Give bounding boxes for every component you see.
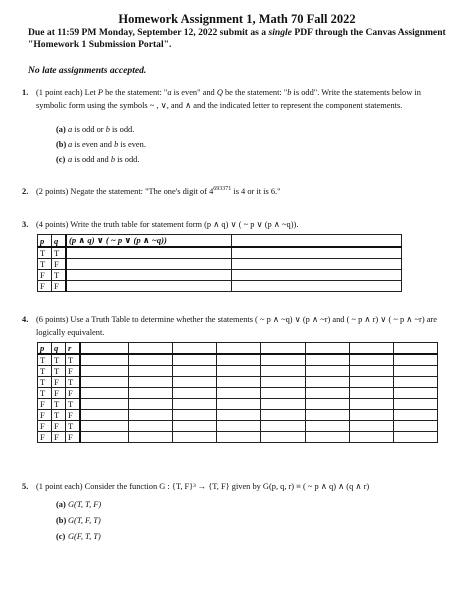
- q5-part-c-label: (c): [56, 532, 66, 541]
- answer-cell[interactable]: [66, 247, 232, 259]
- answer-cell[interactable]: [232, 270, 402, 281]
- q1-part-c-end: is odd.: [115, 155, 140, 164]
- answer-cell[interactable]: [80, 377, 129, 388]
- q4-header-row: [38, 343, 438, 355]
- answer-cell[interactable]: [80, 421, 129, 432]
- q1-text-c: is even" and: [171, 88, 217, 97]
- answer-cell[interactable]: [232, 281, 402, 292]
- answer-cell[interactable]: [261, 421, 305, 432]
- table-cell: F: [66, 410, 81, 421]
- answer-cell[interactable]: [173, 421, 217, 432]
- table-cell: F: [52, 377, 66, 388]
- q3-text: (4 points) Write the truth table for statement form (p ∧ q) ∨ ( ~ p ∨ (p ∧ ~q)).: [36, 220, 299, 229]
- answer-cell[interactable]: [217, 377, 261, 388]
- table-cell: T: [52, 354, 66, 366]
- answer-cell[interactable]: [217, 388, 261, 399]
- answer-cell[interactable]: [232, 259, 402, 270]
- table-row: [38, 421, 438, 432]
- table-cell: F: [52, 281, 67, 292]
- assignment-title: Homework Assignment 1, Math 70 Fall 2022: [118, 12, 356, 26]
- q1-part-a-end: is odd.: [109, 125, 135, 134]
- answer-cell[interactable]: [305, 354, 349, 366]
- question-2: [22, 183, 446, 198]
- q4-header-empty: [261, 343, 305, 355]
- q1-part-b-v2: b: [114, 140, 119, 149]
- answer-cell[interactable]: [305, 388, 349, 399]
- table-row: [38, 354, 438, 366]
- answer-cell[interactable]: [305, 399, 349, 410]
- question-3: [22, 218, 446, 231]
- q1-text-b: be the statement: ": [102, 88, 168, 97]
- answer-cell[interactable]: [66, 259, 232, 270]
- question-3-number: 3.: [22, 220, 29, 229]
- q5-part-b-label: (b): [56, 516, 67, 525]
- answer-cell[interactable]: [393, 366, 437, 377]
- answer-cell[interactable]: [129, 432, 173, 443]
- answer-cell[interactable]: [173, 388, 217, 399]
- answer-cell[interactable]: [217, 354, 261, 366]
- q1-part-b-end: is even.: [118, 140, 146, 149]
- answer-cell[interactable]: [393, 432, 437, 443]
- answer-cell[interactable]: [80, 388, 129, 399]
- table-cell: F: [38, 399, 52, 410]
- q3-header-row: [38, 235, 402, 248]
- q2-text-b: is 4 or it is 6.": [231, 186, 281, 196]
- table-cell: F: [52, 421, 66, 432]
- table-cell: T: [38, 388, 52, 399]
- table-cell: F: [38, 281, 52, 292]
- table-cell: F: [52, 259, 67, 270]
- q1-part-b: [56, 140, 146, 149]
- table-cell: F: [52, 388, 66, 399]
- q3-header-p: p: [38, 235, 52, 248]
- table-row: [38, 281, 402, 292]
- q1-part-b-label: (b): [56, 140, 67, 149]
- q1-part-c: [56, 155, 139, 164]
- answer-cell[interactable]: [393, 388, 437, 399]
- question-1-number: 1.: [22, 88, 29, 97]
- q4-header-q: q: [52, 343, 66, 355]
- answer-cell[interactable]: [173, 410, 217, 421]
- table-row: [38, 270, 402, 281]
- answer-cell[interactable]: [393, 399, 437, 410]
- table-cell: T: [66, 399, 81, 410]
- question-1: [22, 86, 446, 112]
- q4-header-empty: [173, 343, 217, 355]
- answer-cell[interactable]: [80, 399, 129, 410]
- answer-cell[interactable]: [305, 377, 349, 388]
- q4-header-empty: [80, 343, 129, 355]
- q3-header-q: q: [52, 235, 67, 248]
- answer-cell[interactable]: [66, 281, 232, 292]
- table-row: [38, 377, 438, 388]
- due-single: single: [268, 27, 292, 38]
- answer-cell[interactable]: [305, 432, 349, 443]
- answer-cell[interactable]: [232, 247, 402, 259]
- table-cell: T: [52, 270, 67, 281]
- answer-cell[interactable]: [217, 366, 261, 377]
- table-cell: F: [38, 432, 52, 443]
- table-cell: F: [66, 432, 81, 443]
- question-5-number: 5.: [22, 482, 29, 491]
- answer-cell[interactable]: [349, 421, 393, 432]
- q4-truth-table: [37, 342, 438, 443]
- answer-cell[interactable]: [393, 354, 437, 366]
- answer-cell[interactable]: [261, 366, 305, 377]
- table-cell: F: [38, 410, 52, 421]
- answer-cell[interactable]: [349, 410, 393, 421]
- q5-part-b-expr: G(T, F, T): [68, 516, 101, 525]
- table-row: [38, 247, 402, 259]
- q3-truth-table: [37, 234, 402, 292]
- answer-cell[interactable]: [261, 354, 305, 366]
- table-cell: T: [52, 399, 66, 410]
- q4-header-p: p: [38, 343, 52, 355]
- q5-part-a: [56, 500, 101, 509]
- table-cell: F: [66, 366, 81, 377]
- q4-header-empty: [129, 343, 173, 355]
- q4-header-empty: [349, 343, 393, 355]
- q1-text-d: be the statement: ": [222, 88, 288, 97]
- answer-cell[interactable]: [129, 388, 173, 399]
- question-4: [22, 313, 446, 339]
- table-row: [38, 259, 402, 270]
- answer-cell[interactable]: [349, 366, 393, 377]
- q5-text: (1 point each) Consider the function G : {T, F}³ → {T, F} given by G(p, q, r) ≡ ( ~ p ∧ q) ∧ (q ∧ r): [36, 482, 370, 491]
- answer-cell[interactable]: [393, 410, 437, 421]
- q1-part-a: [56, 125, 134, 134]
- q2-text-a: (2 points) Negate the statement: "The one's digit of 4: [36, 186, 214, 196]
- answer-cell[interactable]: [129, 354, 173, 366]
- question-5: [22, 480, 446, 493]
- q1-part-c-v1: a: [68, 155, 73, 164]
- table-row: [38, 399, 438, 410]
- q1-part-c-label: (c): [56, 155, 66, 164]
- answer-cell[interactable]: [217, 399, 261, 410]
- answer-cell[interactable]: [349, 377, 393, 388]
- table-cell: F: [38, 421, 52, 432]
- answer-cell[interactable]: [80, 432, 129, 443]
- q5-part-a-label: (a): [56, 500, 66, 509]
- answer-cell[interactable]: [173, 432, 217, 443]
- table-row: [38, 432, 438, 443]
- q1-part-a-label: (a): [56, 125, 66, 134]
- table-cell: F: [66, 388, 81, 399]
- question-4-number: 4.: [22, 315, 29, 324]
- q1-var-b: b: [287, 88, 292, 97]
- q4-header-r: r: [66, 343, 81, 355]
- due-prefix: Due at 11:59 PM Monday, September 12, 2022 submit as a: [28, 27, 269, 38]
- answer-cell[interactable]: [80, 366, 129, 377]
- q1-var-a: a: [167, 88, 172, 97]
- answer-cell[interactable]: [80, 410, 129, 421]
- answer-cell[interactable]: [261, 377, 305, 388]
- answer-cell[interactable]: [349, 388, 393, 399]
- q1-var-p: P: [97, 88, 103, 97]
- answer-cell[interactable]: [173, 366, 217, 377]
- answer-cell[interactable]: [129, 377, 173, 388]
- answer-cell[interactable]: [217, 432, 261, 443]
- table-row: [38, 410, 438, 421]
- table-cell: T: [38, 377, 52, 388]
- q1-part-a-v1: a: [68, 125, 73, 134]
- answer-cell[interactable]: [305, 410, 349, 421]
- table-cell: F: [38, 270, 52, 281]
- table-cell: T: [38, 247, 52, 259]
- q1-text-e: is odd". Write the statements below in symbolic form using the symbols ~ , ∨, and ∧ and the indicated letter to represent the component statements.: [36, 88, 421, 110]
- table-row: [38, 366, 438, 377]
- q3-header-empty: [232, 235, 402, 248]
- answer-cell[interactable]: [261, 432, 305, 443]
- answer-cell[interactable]: [393, 421, 437, 432]
- q4-text: (6 points) Use a Truth Table to determine whether the statements ( ~ p ∧ ~q) ∨ (p ∧ ~r) and ( ~ p ∧ r) ∨ ( ~ p ∧ ~r) are logically equivalent.: [36, 315, 437, 337]
- table-cell: T: [66, 377, 81, 388]
- q5-part-b: [56, 516, 101, 525]
- q1-var-q: Q: [216, 88, 223, 97]
- q5-part-a-expr: G(T, T, F): [68, 500, 102, 509]
- answer-cell[interactable]: [305, 366, 349, 377]
- q1-part-a-v2: b: [105, 125, 110, 134]
- submission-portal: "Homework 1 Submission Portal".: [28, 39, 172, 50]
- table-row: [38, 388, 438, 399]
- q3-header-expr: (p ∧ q) ∨ ( ~ p ∨ (p ∧ ~q)): [66, 235, 232, 248]
- q1-part-b-v1: a: [68, 140, 73, 149]
- q5-part-c-expr: G(F, T, T): [68, 532, 101, 541]
- answer-cell[interactable]: [173, 377, 217, 388]
- q4-header-empty: [305, 343, 349, 355]
- q1-part-a-mid: is odd or: [72, 125, 106, 134]
- table-cell: T: [52, 366, 66, 377]
- answer-cell[interactable]: [349, 399, 393, 410]
- table-cell: T: [38, 366, 52, 377]
- table-cell: T: [66, 421, 81, 432]
- answer-cell[interactable]: [393, 377, 437, 388]
- answer-cell[interactable]: [261, 410, 305, 421]
- table-cell: T: [52, 247, 67, 259]
- table-cell: F: [52, 432, 66, 443]
- answer-cell[interactable]: [129, 399, 173, 410]
- answer-cell[interactable]: [261, 388, 305, 399]
- question-2-number: 2.: [22, 186, 29, 196]
- answer-cell[interactable]: [129, 366, 173, 377]
- q1-part-c-mid: is odd and: [72, 155, 111, 164]
- answer-cell[interactable]: [217, 410, 261, 421]
- answer-cell[interactable]: [66, 270, 232, 281]
- q4-header-empty: [393, 343, 437, 355]
- q2-exponent: 693371: [213, 186, 232, 192]
- answer-cell[interactable]: [261, 399, 305, 410]
- q5-part-c: [56, 532, 101, 541]
- answer-cell[interactable]: [349, 432, 393, 443]
- table-cell: T: [38, 354, 52, 366]
- answer-cell[interactable]: [349, 354, 393, 366]
- due-statement: [28, 27, 468, 51]
- table-cell: T: [52, 410, 66, 421]
- q1-part-b-mid: is even and: [72, 140, 115, 149]
- answer-cell[interactable]: [217, 421, 261, 432]
- q1-text-a: (1 point each) Let: [36, 88, 98, 97]
- table-cell: T: [66, 354, 81, 366]
- late-policy: No late assignments accepted.: [28, 65, 147, 76]
- answer-cell[interactable]: [129, 421, 173, 432]
- q4-header-empty: [217, 343, 261, 355]
- answer-cell[interactable]: [173, 354, 217, 366]
- table-cell: T: [38, 259, 52, 270]
- answer-cell[interactable]: [129, 410, 173, 421]
- answer-cell[interactable]: [173, 399, 217, 410]
- answer-cell[interactable]: [80, 354, 129, 366]
- q1-part-c-v2: b: [110, 155, 115, 164]
- due-suffix: PDF through the Canvas Assignment: [291, 27, 446, 38]
- answer-cell[interactable]: [305, 421, 349, 432]
